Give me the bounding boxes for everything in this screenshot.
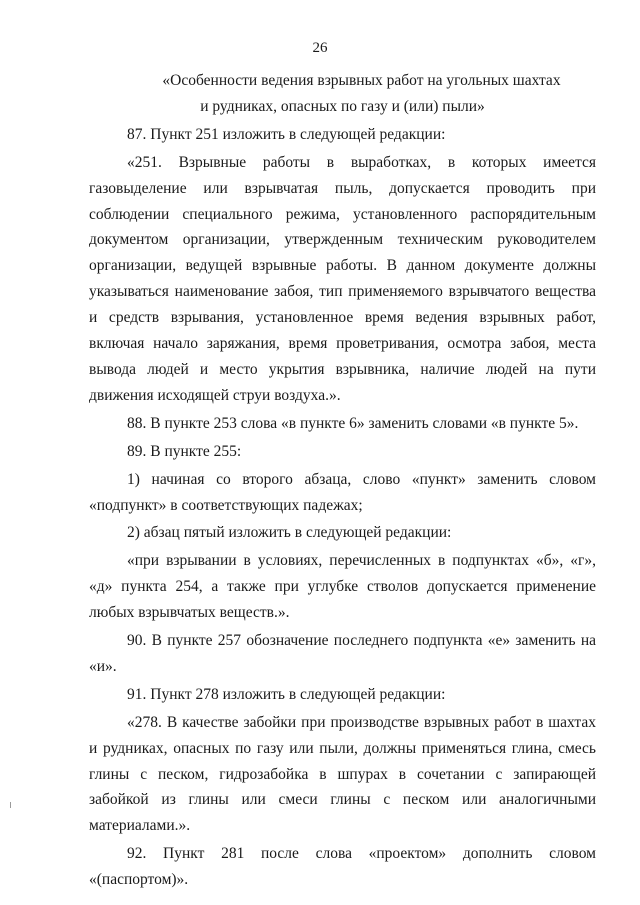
paragraph-89: 89. В пункте 255:: [127, 442, 242, 460]
paragraph-90: 90. В пункте 257 обозначение последнего подпункта «е» заменить на «и».: [89, 632, 596, 675]
paragraph-91: 91. Пункт 278 изложить в следующей редакции:: [127, 685, 446, 703]
paragraph-89-item-2: 2) абзац пятый изложить в следующей редакции:: [127, 524, 452, 542]
paragraph-89-item-1: 1) начиная со второго абзаца, слово «пункт» заменить словом «подпункт» в соответствующих падежах;: [89, 470, 596, 514]
document-body: [89, 68, 596, 893]
paragraph-251-text: «251. Взрывные работы в выработках, в которых имеется газовыделение или взрывчатая пыль, допускается проводить при соблюдении специального режима, установленного распорядительным документом организации, утвержденным техническим руководителем организации, ведущей взрывные работы. В данном документе должны указываться наименование забоя, тип применяемого взрывчатого вещества и средств взрывания, установленное время ведения взрывных работ, включая начало заряжания, время проветривания, осмотра забоя, места вывода людей и место укрытия взрывника, наличие людей на пути движения исходящей струи воздуха.».: [89, 153, 596, 404]
paragraph-92: 92. Пункт 281 после слова «проектом» дополнить словом «(паспортом)».: [89, 845, 596, 889]
paragraph-88: 88. В пункте 253 слова «в пункте 6» заменить словами «в пункте 5».: [127, 414, 579, 432]
scan-margin-mark: [10, 802, 11, 808]
page-number: 26: [312, 40, 328, 56]
paragraph-278-text: «278. В качестве забойки при производстве взрывных работ в шахтах и рудниках, опасных по газу или пыли, должны применяться глина, смесь глины с песком, гидрозабойка в шпурах в сочетании с запирающей забойкой из глины или смеси глины с песком или аналогичными материалами.».: [89, 713, 596, 835]
section-heading-line-1: «Особенности ведения взрывных работ на угольных шахтах: [162, 72, 561, 89]
paragraph-87: 87. Пункт 251 изложить в следующей редакции:: [127, 125, 446, 143]
paragraph-89-quote: «при взрывании в условиях, перечисленных в подпунктах «б», «г», «д» пункта 254, а также при углубке стволов допускается применение любых взрывчатых веществ.».: [89, 552, 596, 622]
section-heading-line-2: и рудниках, опасных по газу и (или) пыли»: [200, 97, 485, 115]
